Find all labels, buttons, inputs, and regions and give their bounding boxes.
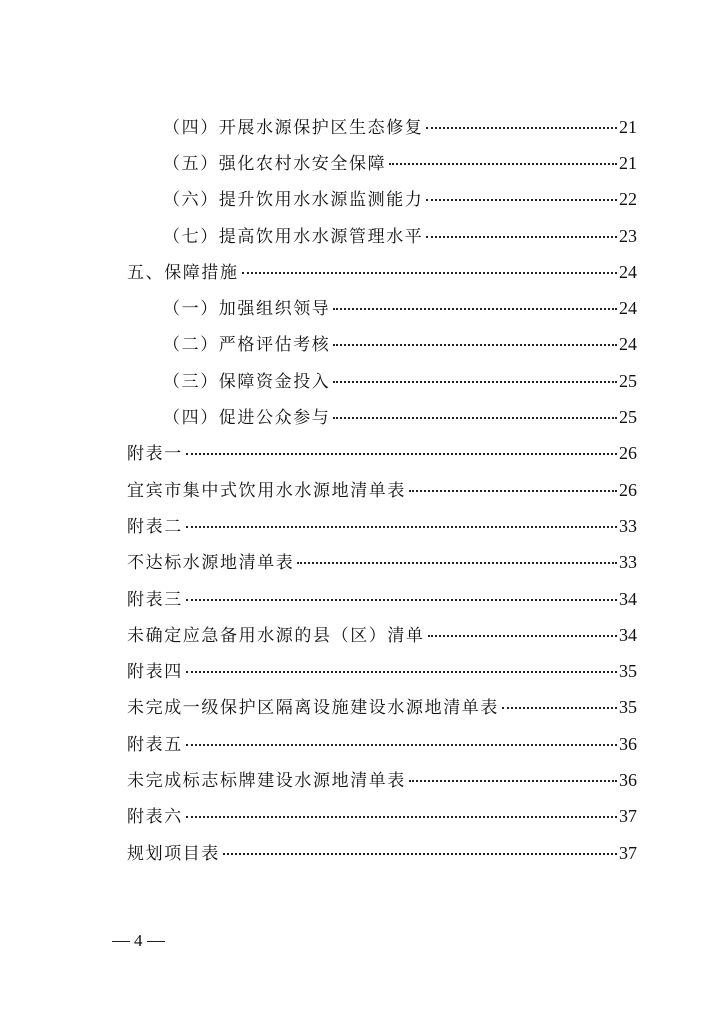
toc-entry-page: 33: [619, 552, 637, 573]
toc-entry-page: 25: [619, 407, 637, 428]
footer-dash-left: [112, 941, 130, 942]
toc-entry-title: 附表五: [127, 734, 183, 755]
toc-entry-title: （二）严格评估考核: [163, 335, 331, 356]
toc-entry-title: 附表六: [127, 807, 183, 828]
dot-leader: [426, 127, 617, 129]
toc-entry[interactable]: [0, 290, 724, 326]
toc-entry-page: 21: [619, 116, 637, 137]
toc-entry-title: （五）强化农村水安全保障: [163, 153, 387, 174]
dot-leader: [297, 562, 617, 564]
toc-entry[interactable]: [0, 762, 724, 798]
dot-leader: [409, 490, 617, 492]
toc-entry[interactable]: [0, 327, 724, 363]
toc-entry[interactable]: [0, 690, 724, 726]
dot-leader: [426, 199, 617, 201]
toc-entry[interactable]: [0, 653, 724, 689]
toc-entry-title: （四）促进公众参与: [163, 408, 331, 429]
toc-entry[interactable]: [0, 835, 724, 871]
dot-leader: [186, 599, 617, 601]
dot-leader: [428, 635, 617, 637]
toc-entry-title: 附表一: [127, 444, 183, 465]
toc-entry-page: 24: [619, 261, 637, 282]
dot-leader: [333, 417, 617, 419]
toc-entry-title: （六）提升饮用水水源监测能力: [163, 190, 424, 211]
toc-entry[interactable]: [0, 109, 724, 145]
toc-entry-title: （七）提高饮用水水源管理水平: [163, 226, 424, 247]
toc-entry[interactable]: [0, 363, 724, 399]
toc-entry[interactable]: [0, 254, 724, 290]
toc-entry-page: 25: [619, 370, 637, 391]
toc-entry-page: 23: [619, 225, 637, 246]
table-of-contents: [0, 109, 724, 871]
toc-entry-title: （三）保障资金投入: [163, 371, 331, 392]
toc-entry-title: （四）开展水源保护区生态修复: [163, 117, 424, 138]
toc-entry-page: 34: [619, 624, 637, 645]
dot-leader: [333, 308, 617, 310]
dot-leader: [186, 453, 617, 455]
toc-entry-page: 37: [619, 842, 637, 863]
toc-entry-page: 35: [619, 661, 637, 682]
toc-entry[interactable]: [0, 218, 724, 254]
toc-entry[interactable]: [0, 182, 724, 218]
toc-entry[interactable]: [0, 799, 724, 835]
toc-entry-page: 36: [619, 769, 637, 790]
toc-entry-page: 26: [619, 479, 637, 500]
toc-entry-page: 24: [619, 334, 637, 355]
dot-leader: [242, 272, 617, 274]
toc-entry-title: 五、保障措施: [127, 262, 239, 283]
dot-leader: [426, 236, 617, 238]
dot-leader: [186, 671, 617, 673]
dot-leader: [389, 163, 617, 165]
toc-entry[interactable]: [0, 145, 724, 181]
dot-leader: [502, 707, 617, 709]
toc-entry-page: 33: [619, 515, 637, 536]
toc-entry-title: 未完成一级保护区隔离设施建设水源地清单表: [127, 698, 499, 719]
toc-entry-title: 附表四: [127, 662, 183, 683]
toc-entry-page: 37: [619, 806, 637, 827]
page-number: 4: [134, 931, 143, 950]
toc-entry[interactable]: [0, 399, 724, 435]
dot-leader: [223, 853, 617, 855]
toc-entry-page: 24: [619, 298, 637, 319]
toc-entry-page: 34: [619, 588, 637, 609]
toc-entry-title: 未完成标志标牌建设水源地清单表: [127, 770, 406, 791]
toc-entry-page: 26: [619, 443, 637, 464]
toc-entry[interactable]: [0, 617, 724, 653]
toc-entry-title: 附表二: [127, 516, 183, 537]
toc-entry[interactable]: [0, 472, 724, 508]
toc-entry[interactable]: [0, 436, 724, 472]
dot-leader: [333, 381, 617, 383]
toc-entry-title: 附表三: [127, 589, 183, 610]
toc-entry[interactable]: [0, 726, 724, 762]
toc-entry-title: （一）加强组织领导: [163, 299, 331, 320]
toc-entry-title: 宜宾市集中式饮用水水源地清单表: [127, 480, 406, 501]
footer-dash-right: [147, 941, 165, 942]
page-footer: [112, 931, 165, 951]
toc-entry-title: 规划项目表: [127, 843, 220, 864]
toc-entry-page: 21: [619, 152, 637, 173]
dot-leader: [186, 744, 617, 746]
toc-entry-page: 36: [619, 733, 637, 754]
dot-leader: [409, 780, 617, 782]
dot-leader: [186, 816, 617, 818]
toc-entry-page: 22: [619, 189, 637, 210]
toc-entry-title: 未确定应急备用水源的县（区）清单: [127, 625, 425, 646]
dot-leader: [333, 344, 617, 346]
toc-entry-page: 35: [619, 697, 637, 718]
toc-entry[interactable]: [0, 581, 724, 617]
toc-entry[interactable]: [0, 545, 724, 581]
dot-leader: [186, 526, 617, 528]
toc-entry[interactable]: [0, 508, 724, 544]
toc-entry-title: 不达标水源地清单表: [127, 553, 295, 574]
